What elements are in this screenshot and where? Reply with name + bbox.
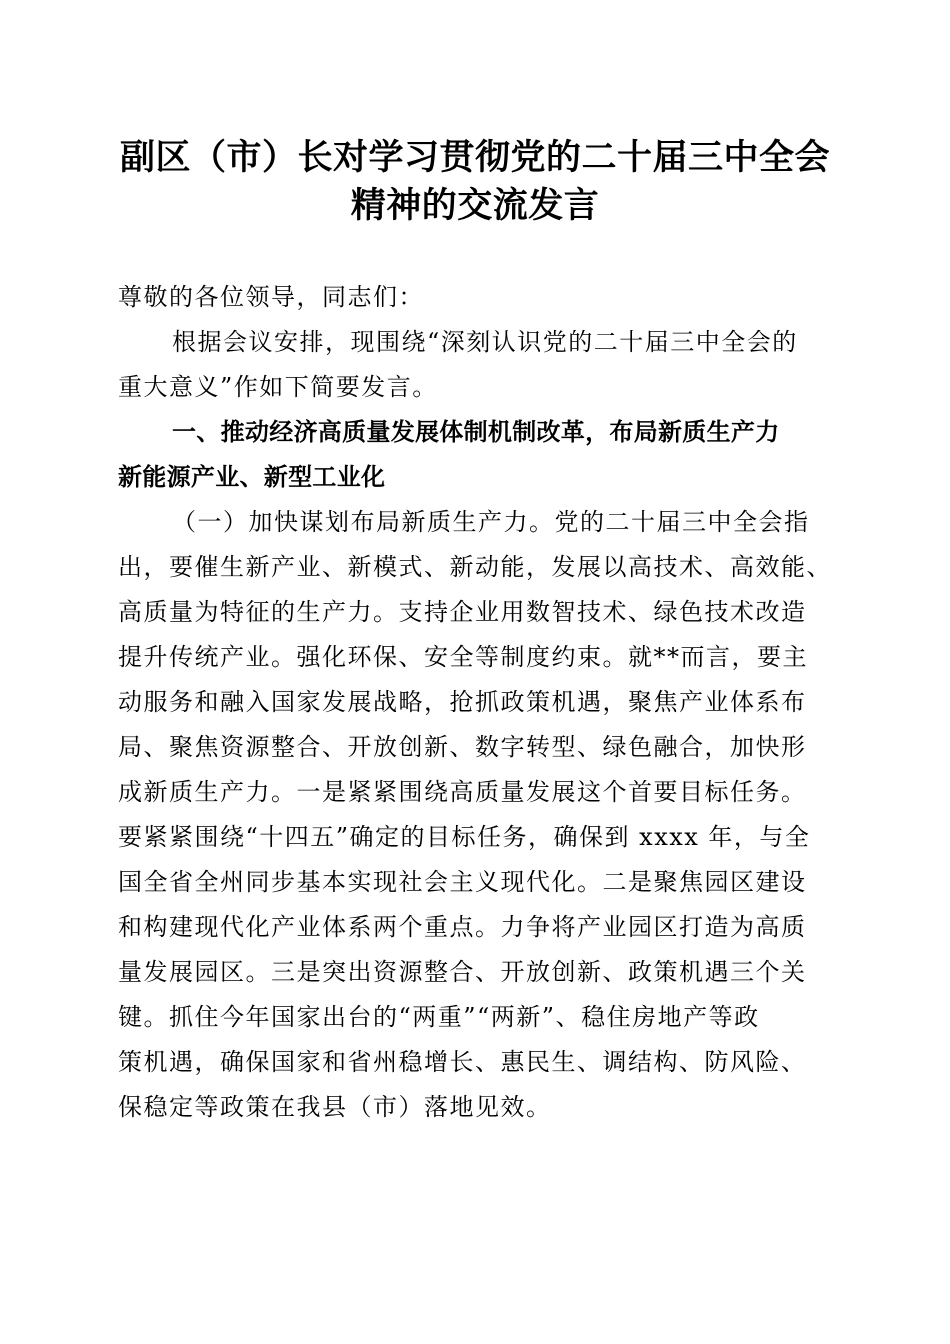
intro-paragraph-line-2: 重大意义”作如下简要发言。 — [118, 373, 438, 401]
body-line: 策机遇，确保国家和省州稳增长、惠民生、调结构、防风险、 — [118, 1048, 807, 1076]
body-line: 量发展园区。三是突出资源整合、开放创新、政策机遇三个关 — [118, 958, 807, 986]
body-line: 提升传统产业。强化环保、安全等制度约束。就**而言，要主 — [118, 643, 808, 671]
body-line: 出，要催生新产业、新模式、新动能，发展以高技术、高效能、 — [118, 553, 832, 581]
body-line: 局、聚焦资源整合、开放创新、数字转型、绿色融合，加快形 — [118, 733, 807, 761]
body-line: 成新质生产力。一是紧紧围绕高质量发展这个首要目标任务。 — [118, 778, 807, 806]
body-line: 动服务和融入国家发展战略，抢抓政策机遇，聚焦产业体系布 — [118, 688, 807, 716]
document-title-line-2: 精神的交流发言 — [350, 185, 600, 226]
body-line: 保稳定等政策在我县（市）落地见效。 — [118, 1093, 552, 1121]
body-line: 高质量为特征的生产力。支持企业用数智技术、绿色技术改造 — [118, 598, 807, 626]
section-heading-line-2: 新能源产业、新型工业化 — [118, 463, 386, 491]
salutation: 尊敬的各位领导，同志们： — [118, 283, 424, 311]
body-line: 国全省全州同步基本实现社会主义现代化。二是聚焦园区建设 — [118, 868, 807, 896]
body-line: （一）加快谋划布局新质生产力。党的二十届三中全会指 — [172, 508, 810, 536]
body-line: 和构建现代化产业体系两个重点。力争将产业园区打造为高质 — [118, 913, 807, 941]
intro-paragraph-line-1: 根据会议安排，现围绕“深刻认识党的二十届三中全会的 — [172, 328, 798, 356]
section-heading-line-1: 一、推动经济高质量发展体制机制改革，布局新质生产力 — [172, 418, 780, 446]
body-line: 要紧紧围绕“十四五”确定的目标任务，确保到 xxxx 年，与全 — [118, 823, 811, 851]
body-line: 键。抓住今年国家出台的“两重”“两新”、稳住房地产等政 — [118, 1003, 760, 1031]
document-title-line-1: 副区（市）长对学习贯彻党的二十届三中全会 — [119, 137, 830, 178]
